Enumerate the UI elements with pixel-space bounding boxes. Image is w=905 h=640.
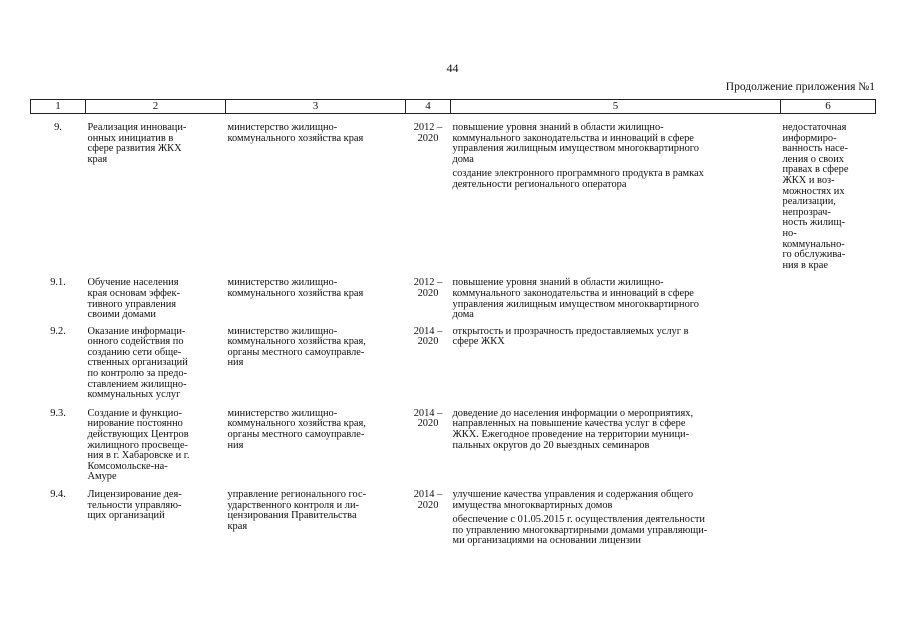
executor: министерство жилищно- коммунального хозяйства края <box>227 122 364 144</box>
header-row <box>31 100 876 114</box>
page-number: 44 <box>446 61 459 75</box>
appendix-table <box>30 99 876 547</box>
risks: недостаточная информиро- ванность насе- ления о своих правах в сфере ЖКХ и воз- можностях их реализации, непрозрач- ность жилищ- но- коммунально- го обслужива- ния в крае <box>782 122 849 271</box>
table-row <box>31 271 876 320</box>
row-number: 9.2. <box>50 325 66 337</box>
expected-result: улучшение качества управления и содержания общего имущества многоквартирных домов обеспечение с 01.05.2015 г. осуществления деятельности по управлению многоквартирными домами управляющи- ми организациями на основании лицензии <box>452 489 708 547</box>
measure-title: Создание и функцио- нирование постоянно действующих Центров жилищного просвеще- ния в г. Хабаровске и г. Комсомольске-на- Амуре <box>87 407 190 483</box>
executor: министерство жилищно- коммунального хозяйства края <box>227 277 364 299</box>
years: 2012 – 2020 <box>413 122 443 144</box>
measure-title: Оказание информаци- онного содействия по созданию сети обще- ственных организаций по контролю за предо- ставлением жилищно- коммунальных услуг <box>87 325 188 401</box>
years: 2014 – 2020 <box>413 407 443 430</box>
expected-result: повышение уровня знаний в области жилищно- коммунального законодательства и инноваций в сфере управления жилищным имуществом многоквартирного дома <box>452 277 699 321</box>
expected-result: повышение уровня знаний в области жилищно- коммунального законодательства и инноваций в сфере управления жилищным имуществом многоквартирного дома создание электронного программного продукта в рамках деятельности регионального оператора <box>452 122 704 190</box>
risks <box>781 271 876 320</box>
table-row <box>31 321 876 401</box>
measure-title: Обучение населения края основам эффек- тивного управления своими домами <box>87 277 181 321</box>
col-header-3: 3 <box>226 100 406 114</box>
col-header-6: 6 <box>781 100 876 114</box>
measure-title: Реализация инноваци- онных инициатив в сфере развития ЖКХ края <box>87 122 187 165</box>
row-number: 9.1. <box>50 277 66 289</box>
risks <box>781 401 876 483</box>
expected-result: доведение до населения информации о мероприятиях, направленных на повышение качества услуг в сфере ЖКХ. Ежегодное проведение на территории муници- пальных округов до 20 выездных семинаров <box>452 407 694 451</box>
row-number: 9. <box>54 122 62 133</box>
risks <box>781 483 876 547</box>
executor: управление регионального гос- ударственного контроля и ли- цензирования Правительства края <box>227 489 367 532</box>
table-row <box>31 483 876 547</box>
risks <box>781 321 876 401</box>
col-header-4: 4 <box>406 100 451 114</box>
col-header-5: 5 <box>451 100 781 114</box>
expected-result: открытость и прозрачность предоставляемых услуг в сфере ЖКХ <box>452 325 689 348</box>
continuation-caption: Продолжение приложения №1 <box>725 81 875 93</box>
measure-title: Лицензирование дея- тельности управляю- щих организаций <box>87 489 182 522</box>
col-header-2: 2 <box>86 100 226 114</box>
executor: министерство жилищно- коммунального хозяйства края, органы местного самоуправле- ния <box>227 407 366 451</box>
col-header-1: 1 <box>31 100 86 114</box>
row-number: 9.3. <box>50 407 66 419</box>
years: 2014 – 2020 <box>413 325 443 348</box>
table-row <box>31 401 876 483</box>
executor: министерство жилищно- коммунального хозяйства края, органы местного самоуправле- ния <box>227 325 366 369</box>
row-number: 9.4. <box>50 489 66 500</box>
years: 2014 – 2020 <box>413 489 443 511</box>
table-row <box>31 114 876 272</box>
years: 2012 – 2020 <box>413 277 443 299</box>
